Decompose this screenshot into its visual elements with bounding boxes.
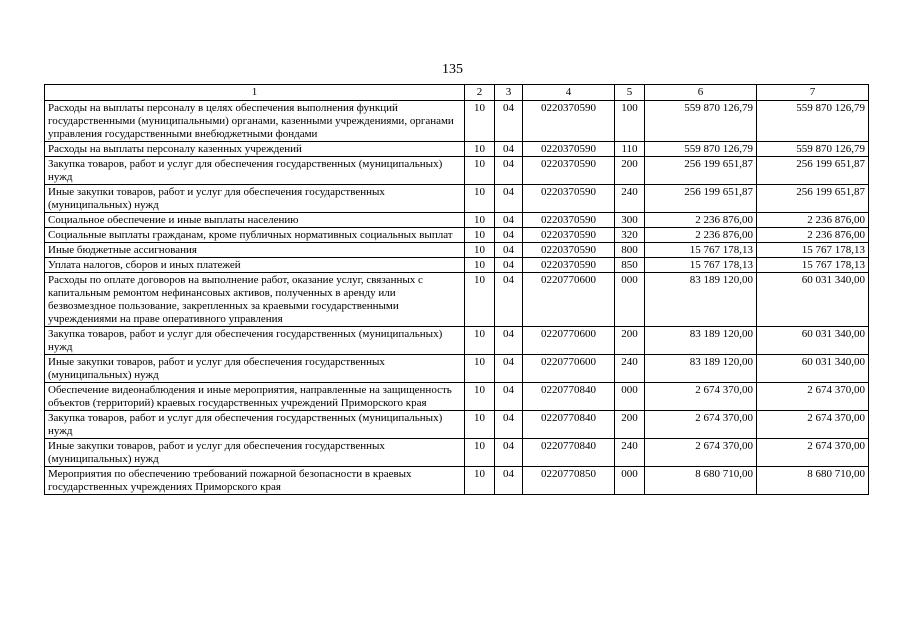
- amount-year1-cell: 83 189 120,00: [645, 327, 757, 355]
- section-code-cell: 10: [465, 411, 495, 439]
- row-name-cell: Социальные выплаты гражданам, кроме публичных нормативных социальных выплат: [45, 228, 465, 243]
- amount-year2-cell: 60 031 340,00: [757, 273, 869, 327]
- target-article-cell: 0220770600: [523, 355, 615, 383]
- amount-year1-cell: 2 236 876,00: [645, 228, 757, 243]
- expense-type-cell: 240: [615, 355, 645, 383]
- section-code-cell: 10: [465, 355, 495, 383]
- amount-year1-cell: 15 767 178,13: [645, 243, 757, 258]
- expense-type-cell: 100: [615, 101, 645, 142]
- subsection-code-cell: 04: [495, 213, 523, 228]
- target-article-cell: 0220370590: [523, 258, 615, 273]
- row-name-cell: Социальное обеспечение и иные выплаты населению: [45, 213, 465, 228]
- section-code-cell: 10: [465, 467, 495, 495]
- amount-year2-cell: 256 199 651,87: [757, 157, 869, 185]
- amount-year1-cell: 15 767 178,13: [645, 258, 757, 273]
- header-row: [45, 85, 869, 101]
- target-article-cell: 0220770840: [523, 411, 615, 439]
- amount-year1-cell: 2 674 370,00: [645, 439, 757, 467]
- amount-year1-cell: 559 870 126,79: [645, 142, 757, 157]
- subsection-code-cell: 04: [495, 327, 523, 355]
- subsection-code-cell: 04: [495, 258, 523, 273]
- amount-year1-cell: 559 870 126,79: [645, 101, 757, 142]
- expense-type-cell: 000: [615, 383, 645, 411]
- target-article-cell: 0220370590: [523, 157, 615, 185]
- row-name-cell: Расходы по оплате договоров на выполнение работ, оказание услуг, связанных с капитальным ремонтом нефинансовых активов, полученных в аренду или безвозмездное пользование, закрепленных за краевыми государственными учреждениями на праве оперативного управления: [45, 273, 465, 327]
- table-row: [45, 213, 869, 228]
- amount-year2-cell: 8 680 710,00: [757, 467, 869, 495]
- target-article-cell: 0220370590: [523, 142, 615, 157]
- amount-year1-cell: 83 189 120,00: [645, 355, 757, 383]
- section-code-cell: 10: [465, 101, 495, 142]
- amount-year2-cell: 559 870 126,79: [757, 142, 869, 157]
- table-row: [45, 157, 869, 185]
- target-article-cell: 0220370590: [523, 185, 615, 213]
- table-row: [45, 258, 869, 273]
- row-name-cell: Закупка товаров, работ и услуг для обеспечения государственных (муниципальных) нужд: [45, 157, 465, 185]
- row-name-cell: Иные закупки товаров, работ и услуг для обеспечения государственных (муниципальных) нужд: [45, 439, 465, 467]
- row-name-cell: Уплата налогов, сборов и иных платежей: [45, 258, 465, 273]
- subsection-code-cell: 04: [495, 467, 523, 495]
- target-article-cell: 0220770600: [523, 327, 615, 355]
- amount-year1-cell: 83 189 120,00: [645, 273, 757, 327]
- amount-year2-cell: 15 767 178,13: [757, 258, 869, 273]
- column-header: 2: [465, 85, 495, 101]
- row-name-cell: Закупка товаров, работ и услуг для обеспечения государственных (муниципальных) нужд: [45, 411, 465, 439]
- subsection-code-cell: 04: [495, 273, 523, 327]
- section-code-cell: 10: [465, 258, 495, 273]
- amount-year2-cell: 2 674 370,00: [757, 383, 869, 411]
- amount-year1-cell: 2 674 370,00: [645, 411, 757, 439]
- expense-type-cell: 110: [615, 142, 645, 157]
- column-header: 5: [615, 85, 645, 101]
- table-row: [45, 142, 869, 157]
- section-code-cell: 10: [465, 213, 495, 228]
- section-code-cell: 10: [465, 327, 495, 355]
- subsection-code-cell: 04: [495, 101, 523, 142]
- budget-table: [44, 84, 869, 495]
- section-code-cell: 10: [465, 185, 495, 213]
- amount-year2-cell: 60 031 340,00: [757, 327, 869, 355]
- subsection-code-cell: 04: [495, 411, 523, 439]
- table-row: [45, 327, 869, 355]
- table-row: [45, 411, 869, 439]
- expense-type-cell: 850: [615, 258, 645, 273]
- column-header: 3: [495, 85, 523, 101]
- section-code-cell: 10: [465, 142, 495, 157]
- row-name-cell: Расходы на выплаты персоналу в целях обеспечения выполнения функций государственными (муниципальными) органами, казенными учреждениями, органами управления государственными внебюджетными фондами: [45, 101, 465, 142]
- column-header: 4: [523, 85, 615, 101]
- section-code-cell: 10: [465, 383, 495, 411]
- expense-type-cell: 300: [615, 213, 645, 228]
- section-code-cell: 10: [465, 157, 495, 185]
- expense-type-cell: 200: [615, 411, 645, 439]
- amount-year1-cell: 2 236 876,00: [645, 213, 757, 228]
- amount-year1-cell: 256 199 651,87: [645, 157, 757, 185]
- subsection-code-cell: 04: [495, 243, 523, 258]
- section-code-cell: 10: [465, 228, 495, 243]
- expense-type-cell: 200: [615, 157, 645, 185]
- amount-year2-cell: 60 031 340,00: [757, 355, 869, 383]
- table-row: [45, 101, 869, 142]
- section-code-cell: 10: [465, 243, 495, 258]
- column-header: 7: [757, 85, 869, 101]
- table-row: [45, 185, 869, 213]
- subsection-code-cell: 04: [495, 185, 523, 213]
- amount-year2-cell: 15 767 178,13: [757, 243, 869, 258]
- table-row: [45, 383, 869, 411]
- amount-year2-cell: 256 199 651,87: [757, 185, 869, 213]
- amount-year2-cell: 2 674 370,00: [757, 439, 869, 467]
- expense-type-cell: 000: [615, 467, 645, 495]
- row-name-cell: Иные закупки товаров, работ и услуг для обеспечения государственных (муниципальных) нужд: [45, 185, 465, 213]
- row-name-cell: Иные бюджетные ассигнования: [45, 243, 465, 258]
- target-article-cell: 0220370590: [523, 228, 615, 243]
- expense-type-cell: 000: [615, 273, 645, 327]
- row-name-cell: Мероприятия по обеспечению требований пожарной безопасности в краевых государственных учреждениях Приморского края: [45, 467, 465, 495]
- target-article-cell: 0220370590: [523, 101, 615, 142]
- target-article-cell: 0220770840: [523, 439, 615, 467]
- amount-year1-cell: 2 674 370,00: [645, 383, 757, 411]
- table-row: [45, 228, 869, 243]
- amount-year2-cell: 2 236 876,00: [757, 228, 869, 243]
- table-row: [45, 243, 869, 258]
- column-header: 6: [645, 85, 757, 101]
- section-code-cell: 10: [465, 273, 495, 327]
- target-article-cell: 0220370590: [523, 213, 615, 228]
- column-header: 1: [45, 85, 465, 101]
- target-article-cell: 0220770850: [523, 467, 615, 495]
- row-name-cell: Закупка товаров, работ и услуг для обеспечения государственных (муниципальных) нужд: [45, 327, 465, 355]
- table-row: [45, 273, 869, 327]
- row-name-cell: Расходы на выплаты персоналу казенных учреждений: [45, 142, 465, 157]
- amount-year2-cell: 2 236 876,00: [757, 213, 869, 228]
- section-code-cell: 10: [465, 439, 495, 467]
- expense-type-cell: 800: [615, 243, 645, 258]
- subsection-code-cell: 04: [495, 439, 523, 467]
- row-name-cell: Обеспечение видеонаблюдения и иные мероприятия, направленные на защищенность объектов (территорий) краевых государственных учреждений Приморского края: [45, 383, 465, 411]
- expense-type-cell: 240: [615, 185, 645, 213]
- amount-year1-cell: 256 199 651,87: [645, 185, 757, 213]
- subsection-code-cell: 04: [495, 228, 523, 243]
- row-name-cell: Иные закупки товаров, работ и услуг для обеспечения государственных (муниципальных) нужд: [45, 355, 465, 383]
- amount-year2-cell: 559 870 126,79: [757, 101, 869, 142]
- expense-type-cell: 320: [615, 228, 645, 243]
- subsection-code-cell: 04: [495, 157, 523, 185]
- expense-type-cell: 240: [615, 439, 645, 467]
- table-row: [45, 355, 869, 383]
- subsection-code-cell: 04: [495, 383, 523, 411]
- subsection-code-cell: 04: [495, 142, 523, 157]
- table-row: [45, 439, 869, 467]
- target-article-cell: 0220770600: [523, 273, 615, 327]
- amount-year1-cell: 8 680 710,00: [645, 467, 757, 495]
- target-article-cell: 0220370590: [523, 243, 615, 258]
- page-number: 135: [442, 62, 463, 77]
- target-article-cell: 0220770840: [523, 383, 615, 411]
- amount-year2-cell: 2 674 370,00: [757, 411, 869, 439]
- table-row: [45, 467, 869, 495]
- subsection-code-cell: 04: [495, 355, 523, 383]
- table-body: [45, 101, 869, 495]
- expense-type-cell: 200: [615, 327, 645, 355]
